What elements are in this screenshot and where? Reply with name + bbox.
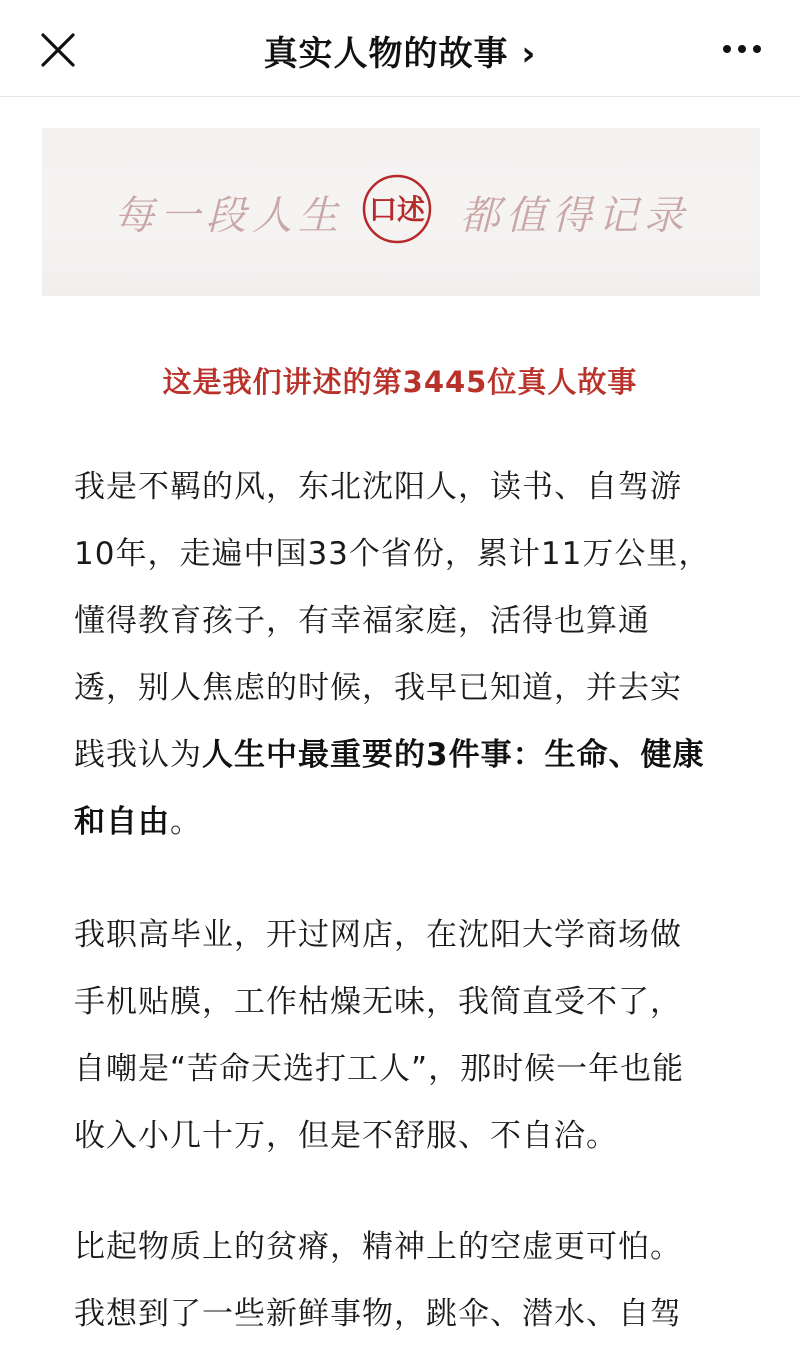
paragraph-line: 我职高毕业，开过网店，在沈阳大学商场做 xyxy=(74,917,682,953)
navigation-bar xyxy=(0,0,800,97)
seal-logo-text: 口述 xyxy=(368,193,425,226)
emphasis-text: 和自由 xyxy=(74,804,170,840)
paragraph-line: 透，别人焦虑的时候，我早已知道，并去实 xyxy=(74,670,682,706)
paragraph-line: 我想到了一些新鲜事物，跳伞、潜水、自驾 xyxy=(74,1296,682,1332)
emphasis-text: 人生中最重要的3件事：生命、健康 xyxy=(202,737,705,773)
paragraph-line: 自嘲是“苦命天选打工人”，那时候一年也能 xyxy=(74,1051,685,1087)
paragraph-text: 践我认为 xyxy=(74,737,202,773)
paragraph-text: 。 xyxy=(170,804,202,840)
header-banner xyxy=(42,128,760,296)
paragraph-line xyxy=(74,789,734,856)
paragraph-line xyxy=(74,722,734,789)
paragraph-line: 手机贴膜，工作枯燥无味，我简直受不了， xyxy=(74,984,682,1020)
more-options-button[interactable] xyxy=(722,34,762,64)
article-paragraph-3 xyxy=(74,1214,734,1348)
paragraph-line: 比起物质上的贫瘠，精神上的空虚更可怕。 xyxy=(74,1229,682,1265)
paragraph-line: 10年，走遍中国33个省份，累计11万公里， xyxy=(74,536,711,572)
paragraph-line: 收入小几十万，但是不舒服、不自洽。 xyxy=(74,1118,618,1154)
more-horizontal-icon xyxy=(722,34,762,64)
paragraph-line: 懂得教育孩子，有幸福家庭，活得也算通 xyxy=(74,603,650,639)
article-paragraph-2 xyxy=(74,902,734,1170)
banner-right-slogan: 都值得记录 xyxy=(460,193,690,239)
paragraph-line: 我是不羁的风，东北沈阳人，读书、自驾游 xyxy=(74,469,682,505)
banner-left-slogan: 每一段人生 xyxy=(114,193,344,239)
article-paragraph-1 xyxy=(74,454,734,856)
seal-logo xyxy=(362,174,432,244)
story-number-heading: 这是我们讲述的第3445位真人故事 xyxy=(162,365,638,399)
account-title-link[interactable]: 真实人物的故事 › xyxy=(263,34,537,74)
